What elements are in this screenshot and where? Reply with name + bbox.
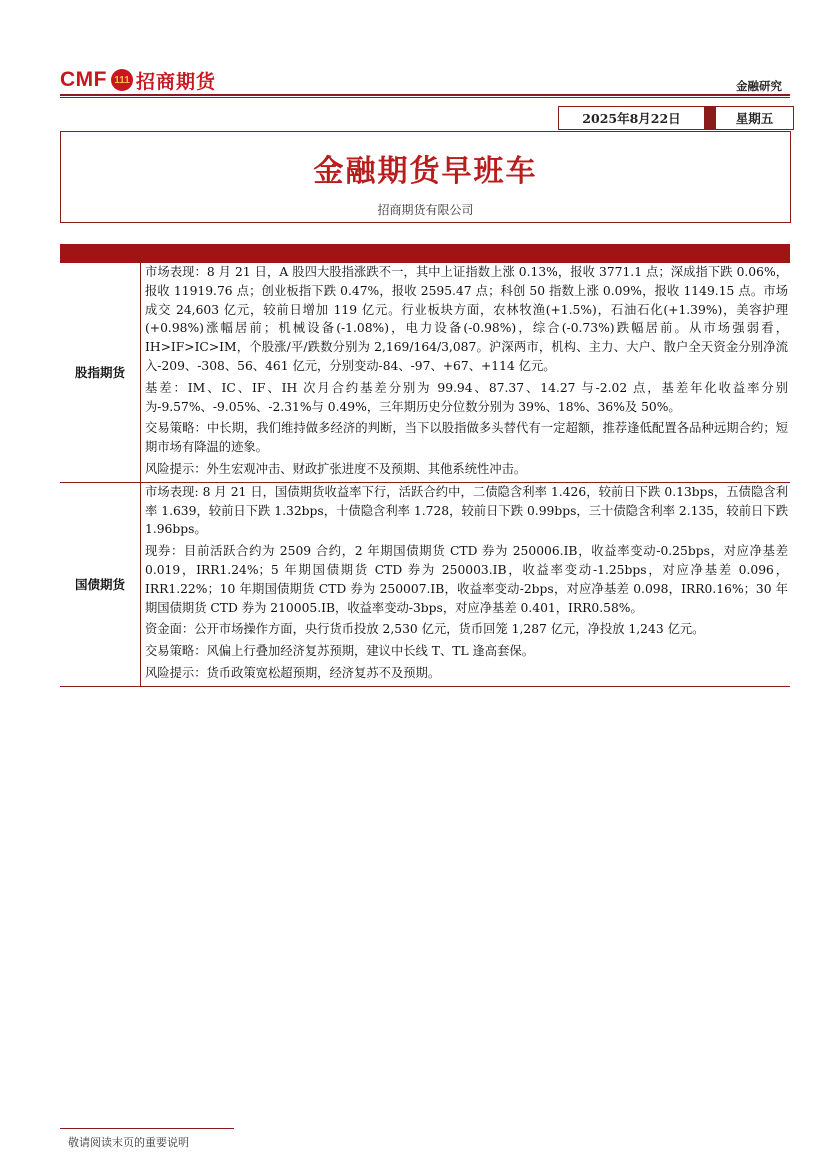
company-name: 招商期货有限公司	[377, 203, 474, 217]
paragraph: 风险提示：外生宏观冲击、财政扩张进度不及预期、其他系统性冲击。	[145, 461, 527, 476]
paragraph: 资金面：公开市场操作方面，央行货币投放 2,530 亿元，货币回笼 1,287 亿元，净投放 1,243 亿元。	[145, 622, 705, 637]
logo-cmf-text: CMF	[60, 68, 107, 91]
date-box	[558, 106, 794, 130]
company-logo	[60, 66, 216, 94]
section-body-stock-index	[141, 263, 791, 482]
header-rule	[60, 94, 790, 96]
paragraph: 市场表现: 8 月 21 日，国债期货收益率下行，活跃合约中，二债隐含利率 1.426，较前日下跌 0.13bps，五债隐含利率 1.639，较前日下跌 1.32bps，十债隐含利率 1.728，较前日下跌 0.99bps，三十债隐含利率 2.135，较前日下跌 1.96bps。	[145, 484, 788, 537]
report-weekday: 星期五	[716, 106, 794, 130]
paragraph: 交易策略：中长期，我们维持做多经济的判断，当下以股指做多头替代有一定超额，推荐逢低配置各品种远期合约；短期市场有降温的迹象。	[145, 421, 788, 455]
paragraph: 基差：IM、IC、IF、IH 次月合约基差分别为 99.94、87.37、14.27 与-2.02 点，基差年化收益率分别为-9.57%、-9.05%、-2.31%与 0.49%，三年期历史分位数分别为 39%、18%、36%及 50%。	[145, 380, 788, 414]
section-body-treasury	[141, 482, 791, 686]
table-row-stock-index	[60, 263, 790, 482]
section-label-stock-index: 股指期货	[60, 263, 141, 482]
report-date: 2025年8月22日	[558, 106, 704, 130]
paragraph: 市场表现：8 月 21 日，A 股四大股指涨跌不一，其中上证指数上涨 0.13%，报收 3771.1 点；深成指下跌 0.06%，报收 11919.76 点；创业板指下跌 0.47%，报收 2595.47 点；科创 50 指数上涨 0.09%，报收 1149.15 点。市场成交 24,603 亿元，较前日增加 119 亿元。行业板块方面，农林牧渔(+1.5%)，石油石化(+1.39%)，美容护理(+0.98%)涨幅居前；机械设备(-1.08%)，电力设备(-0.98%)，综合(-0.73%)跌幅居前。从市场强弱看，IH>IF>IC>IM，个股涨/平/跌数分别为 2,169/164/3,087。沪深两市，机构、主力、大户、散户全天资金分别净流入-209、-308、56、461 亿元，分别变动-84、-97、+67、+114 亿元。	[145, 265, 788, 373]
page-title: 金融期货早班车	[313, 154, 538, 189]
header-rule-thin	[60, 97, 790, 98]
title-frame	[60, 131, 791, 223]
content-table	[60, 263, 790, 687]
logo-chinese-text: 招商期货	[136, 71, 217, 93]
paragraph: 风险提示：货币政策宽松超预期，经济复苏不及预期。	[145, 665, 441, 680]
section-bar	[60, 244, 790, 263]
section-label: 金融研究	[736, 79, 782, 93]
section-label-treasury: 国债期货	[60, 482, 141, 686]
logo-badge-icon: 111	[111, 69, 133, 91]
paragraph: 现券：目前活跃合约为 2509 合约，2 年期国债期货 CTD 券为 250006.IB，收益率变动-0.25bps，对应净基差 0.019，IRR1.24%；5 年期国债期货 CTD 券为 250003.IB，收益率变动-1.25bps，对应净基差 0.096，IRR1.22%；10 年期国债期货 CTD 券为 250007.IB，收益率变动-2bps，对应净基差 0.098，IRR0.16%；30 年期国债期货 CTD 券为 210005.IB，收益率变动-3bps，对应净基差 0.401，IRR0.58%。	[145, 544, 788, 615]
footer-rule	[60, 1128, 234, 1129]
table-row-treasury	[60, 482, 790, 686]
paragraph: 交易策略：风偏上行叠加经济复苏预期，建议中长线 T、TL 逢高套保。	[145, 644, 534, 659]
date-divider	[704, 106, 716, 130]
footer-note: 敬请阅读末页的重要说明	[68, 1136, 189, 1149]
